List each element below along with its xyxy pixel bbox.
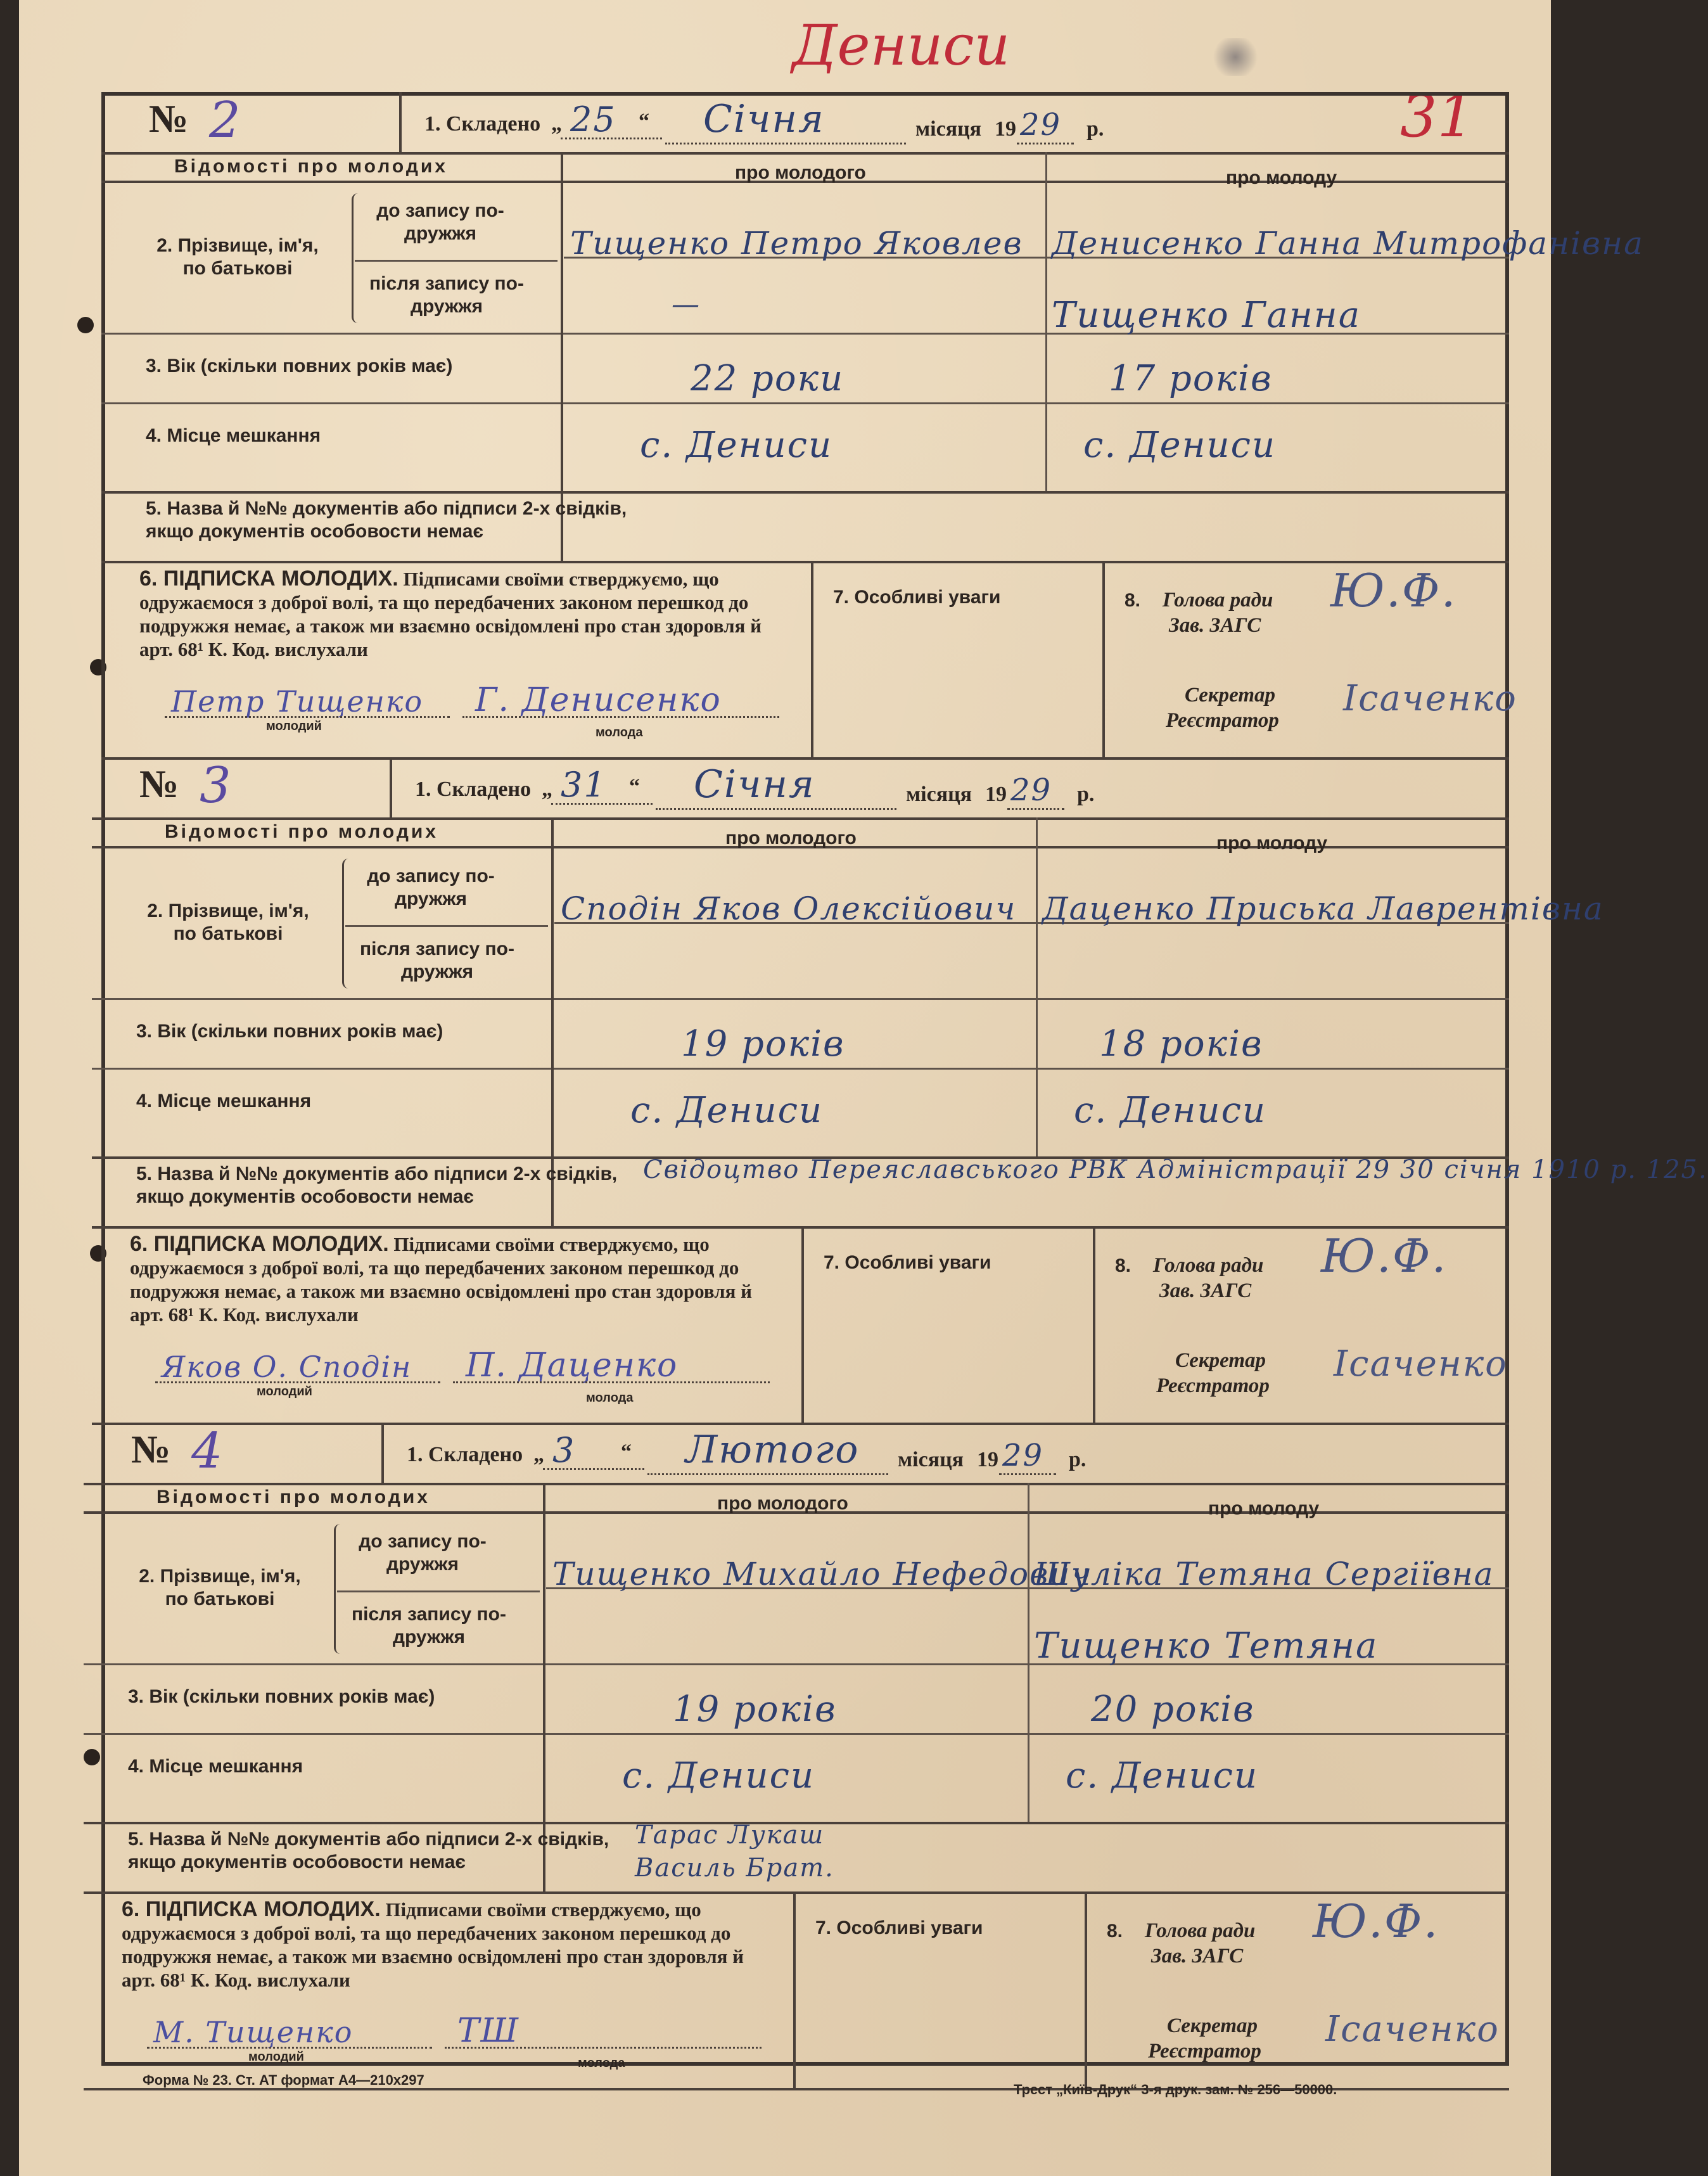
bride-sign-caption: молода <box>596 726 643 739</box>
bride-signature: Г. Денисенко <box>475 681 722 719</box>
before-marriage-label: до запису по-дружжя <box>376 200 504 244</box>
pledge-title: 6. ПІДПИСКА МОЛОДИХ. <box>122 1897 381 1921</box>
pledge-text <box>139 567 798 661</box>
compiled-day: 31 <box>561 765 607 805</box>
year-prefix: 19 <box>977 1448 998 1471</box>
head-signature: Ю.Ф. <box>1330 564 1457 617</box>
head-signature: Ю.Ф. <box>1313 1895 1439 1948</box>
pledge-body: Підписами своїми стверджуємо, що одружаємося з доброї волі, та що передбачених законом перешкод до подружжя немає, а також ми взаємно освідомлені про стан здоровля й арт. 68¹ К. Код. вислухали <box>122 1898 744 1991</box>
secretary-label: Секретар <box>1175 1349 1266 1372</box>
info-header: Відомості про молодих <box>174 156 448 177</box>
row-divider <box>345 925 548 927</box>
col-divider <box>793 1891 796 2088</box>
brace <box>334 1524 342 1654</box>
record-no-label: № <box>131 1428 171 1471</box>
after-marriage-label: після запису по-дружжя <box>352 1604 506 1648</box>
groom-sign-caption: молодий <box>266 719 322 733</box>
row-divider <box>101 402 1509 404</box>
documents-label: 5. Назва й №№ документів або підписи 2-х свідків, якщо документів особовости немає <box>128 1829 609 1872</box>
name-label: 2. Прізвище, ім'я, по батькові <box>156 235 319 279</box>
groom-signature: Петр Тищенко <box>171 684 424 719</box>
documents-label: 5. Назва й №№ документів або підписи 2-х свідків, якщо документів особовости немає <box>146 498 627 542</box>
groom-sign-line <box>147 2047 432 2049</box>
year-end: р. <box>1087 117 1104 141</box>
groom-residence: с. Дениси <box>640 425 833 466</box>
col-divider <box>1093 1226 1095 1423</box>
quote-close: “ <box>629 775 640 798</box>
row-divider <box>337 1590 540 1592</box>
col-divider <box>1102 561 1105 757</box>
info-header: Відомості про молодих <box>156 1487 430 1507</box>
quote-open: „ <box>542 778 552 801</box>
groom-header: про молодого <box>725 828 857 848</box>
compiled-label: 1. Складено <box>424 112 541 136</box>
bride-age: 17 років <box>1109 358 1273 399</box>
compiled-year: 29 <box>1020 107 1062 143</box>
bride-header: про молоду <box>1216 833 1328 854</box>
residence-label: 4. Місце мешкання <box>128 1756 303 1777</box>
documents-value: Свідоцтво Переяславського РВК Адміністрації 29 30 січня 1910 р. 125. <box>643 1155 1708 1184</box>
special-notes-label: 7. Особливі уваги <box>815 1917 983 1938</box>
quote-close: “ <box>621 1440 632 1464</box>
age-label: 3. Вік (скільки повних років має) <box>128 1686 435 1707</box>
compiled-month: Січня <box>694 762 815 807</box>
row-divider <box>355 260 558 262</box>
residence-label: 4. Місце мешкання <box>146 425 321 446</box>
year-underline <box>1007 808 1064 810</box>
secretary-label: Секретар <box>1185 684 1275 707</box>
row-divider <box>92 1068 1509 1070</box>
bride-age: 18 років <box>1099 1023 1263 1065</box>
head-number: 8. <box>1115 1255 1131 1276</box>
record-no-label: № <box>149 98 189 141</box>
col-divider <box>381 1423 384 1483</box>
record-number: 3 <box>200 757 231 814</box>
record-no-label: № <box>139 763 179 806</box>
bride-name-before: Шуліка Тетяна Сергіївна <box>1034 1556 1494 1592</box>
name-label: 2. Прізвище, ім'я, по батькові <box>139 1566 301 1610</box>
day-underline <box>543 1468 644 1470</box>
groom-sign-line <box>155 1381 440 1383</box>
pledge-body: Підписами своїми стверджуємо, що одружаємося з доброї волі, та що передбачених законом перешкод до подружжя немає, а також ми взаємно освідомлені про стан здоровля й арт. 68¹ К. Код. вислухали <box>139 568 762 660</box>
bride-signature: ТШ <box>457 2012 520 2050</box>
groom-age: 22 роки <box>691 358 844 399</box>
bride-sign-line <box>445 2047 762 2049</box>
groom-age: 19 років <box>673 1689 837 1730</box>
head-signature: Ю.Ф. <box>1321 1229 1448 1283</box>
bride-signature: П. Даценко <box>466 1347 679 1385</box>
head-label: Голова ради <box>1153 1254 1264 1277</box>
documents-label: 5. Назва й №№ документів або підписи 2-х свідків, якщо документів особовости немає <box>136 1163 618 1207</box>
row-divider <box>101 561 1509 563</box>
special-notes-label: 7. Особливі уваги <box>824 1252 991 1273</box>
record-number: 4 <box>191 1423 223 1480</box>
zags-label: Зав. ЗАГС <box>1159 1279 1252 1302</box>
bride-sign-line <box>453 1381 770 1383</box>
page-number-annotation: 31 <box>1400 82 1475 150</box>
footer-printer: Трест „Київ-Друк“ 3-я друк. зам. № 256—50000. <box>1014 2082 1337 2097</box>
bride-residence: с. Дениси <box>1083 425 1277 466</box>
punch-hole <box>84 1749 100 1765</box>
compiled-month: Лютого <box>685 1428 860 1472</box>
groom-age: 19 років <box>681 1023 845 1065</box>
year-end: р. <box>1069 1448 1087 1471</box>
secretary-label: Секретар <box>1167 2014 1258 2037</box>
after-marriage-label: після запису по-дружжя <box>360 938 514 982</box>
year-prefix: 19 <box>995 117 1016 141</box>
bride-name-after: Тищенко Тетяна <box>1034 1625 1379 1667</box>
groom-signature: Яков О. Сподін <box>162 1350 412 1384</box>
col-divider <box>811 561 813 757</box>
bride-name-before: Даценко Приська Лаврентівна <box>1042 890 1604 927</box>
row-divider <box>92 998 1509 1000</box>
row-divider <box>84 1483 1509 1485</box>
col-divider <box>399 92 402 152</box>
year-underline <box>999 1473 1056 1475</box>
row-divider <box>101 491 1509 494</box>
punch-hole <box>77 317 94 333</box>
bride-sign-line <box>462 716 779 718</box>
registrar-label: Реєстратор <box>1166 709 1279 732</box>
pledge-text <box>122 1898 781 1992</box>
zags-label: Зав. ЗАГС <box>1169 614 1261 637</box>
before-marriage-label: до запису по-дружжя <box>367 866 495 909</box>
bride-header: про молоду <box>1208 1498 1320 1519</box>
month-underline <box>647 1473 888 1475</box>
brace <box>352 193 360 323</box>
footer-form-code: Форма № 23. Ст. АТ формат А4—210x297 <box>143 2072 424 2088</box>
registrar-label: Реєстратор <box>1148 2040 1261 2063</box>
secretary-signature: Ісаченко <box>1325 2009 1500 2050</box>
groom-header: про молодого <box>717 1493 848 1514</box>
compiled-month: Січня <box>703 97 825 141</box>
documents-value: Тарас Лукаш Василь Брат. <box>635 1821 834 1883</box>
groom-residence: с. Дениси <box>630 1090 824 1131</box>
groom-name-before: Тищенко Михайло Нефедович <box>552 1556 1092 1592</box>
groom-sign-caption: молодий <box>248 2050 304 2064</box>
month-label: місяця <box>906 783 972 806</box>
bride-name-after: Тищенко Ганна <box>1052 295 1361 336</box>
groom-name-before: Сподін Яков Олексійович <box>561 890 1017 927</box>
day-underline <box>551 803 653 805</box>
compiled-day: 3 <box>552 1430 576 1470</box>
compiled-year: 29 <box>1010 772 1052 808</box>
quote-open: „ <box>551 112 562 136</box>
row-divider <box>92 1423 1509 1425</box>
pledge-title: 6. ПІДПИСКА МОЛОДИХ. <box>139 566 398 591</box>
groom-sign-caption: молодий <box>257 1385 312 1398</box>
month-label: місяця <box>898 1448 964 1471</box>
row-divider <box>92 1226 1509 1229</box>
col-divider <box>1085 1891 1087 2088</box>
head-number: 8. <box>1125 590 1141 611</box>
row-divider <box>101 757 1509 760</box>
age-label: 3. Вік (скільки повних років має) <box>136 1021 443 1042</box>
bride-name-before: Денисенко Ганна Митрофанівна <box>1052 225 1644 262</box>
year-end: р. <box>1077 783 1095 806</box>
quote-open: „ <box>533 1443 544 1466</box>
name-label: 2. Прізвище, ім'я, по батькові <box>147 900 309 944</box>
secretary-signature: Ісаченко <box>1343 678 1517 719</box>
secretary-signature: Ісаченко <box>1334 1343 1508 1385</box>
bride-residence: с. Дениси <box>1074 1090 1267 1131</box>
pledge-text <box>130 1232 789 1326</box>
bride-header: про молоду <box>1226 167 1337 188</box>
age-label: 3. Вік (скільки повних років має) <box>146 355 453 376</box>
pledge-title: 6. ПІДПИСКА МОЛОДИХ. <box>130 1232 389 1256</box>
row-divider <box>84 1733 1509 1735</box>
year-underline <box>1017 143 1074 144</box>
year-prefix: 19 <box>985 783 1007 806</box>
quote-close: “ <box>639 110 649 133</box>
bride-sign-caption: молода <box>578 2056 625 2070</box>
month-label: місяця <box>915 117 982 141</box>
groom-header: про молодого <box>735 162 866 183</box>
compiled-label: 1. Складено <box>415 778 532 801</box>
groom-sign-line <box>165 716 450 718</box>
residence-label: 4. Місце мешкання <box>136 1091 312 1111</box>
groom-residence: с. Дениси <box>622 1755 815 1796</box>
groom-name-after: — <box>672 288 701 321</box>
special-notes-label: 7. Особливі уваги <box>833 587 1001 608</box>
groom-name-before: Тищенко Петро Яковлев <box>570 225 1023 262</box>
col-divider <box>801 1226 804 1423</box>
col-divider <box>1045 152 1047 491</box>
compiled-year: 29 <box>1002 1438 1044 1473</box>
groom-signature: М. Тищенко <box>153 2015 354 2049</box>
compiled-day: 25 <box>570 99 616 139</box>
after-marriage-label: після запису по-дружжя <box>369 273 524 317</box>
day-underline <box>561 138 662 139</box>
before-marriage-label: до запису по-дружжя <box>359 1531 487 1575</box>
bride-residence: с. Дениси <box>1066 1755 1259 1796</box>
head-label: Голова ради <box>1163 589 1273 611</box>
ink-smudge <box>1210 38 1261 76</box>
bride-sign-caption: молода <box>586 1391 634 1405</box>
month-underline <box>656 808 896 810</box>
record-number: 2 <box>209 92 241 149</box>
zags-label: Зав. ЗАГС <box>1151 1945 1244 1968</box>
month-underline <box>665 143 906 144</box>
pledge-body: Підписами своїми стверджуємо, що одружаємося з доброї волі, та що передбачених законом перешкод до подружжя немає, а також ми взаємно освідомлені про стан здоровля й арт. 68¹ К. Код. вислухали <box>130 1233 752 1326</box>
registrar-label: Реєстратор <box>1156 1374 1270 1397</box>
col-divider <box>1036 817 1038 1156</box>
col-divider <box>1028 1483 1029 1822</box>
head-label: Голова ради <box>1145 1919 1256 1942</box>
document-page <box>19 0 1708 2176</box>
brace <box>342 859 350 989</box>
row-divider <box>84 1891 1509 1894</box>
head-number: 8. <box>1107 1921 1123 1942</box>
row-divider <box>92 817 1509 820</box>
row-divider <box>101 152 1509 155</box>
village-annotation: Дениси <box>792 13 1010 78</box>
col-divider <box>390 757 392 817</box>
bride-age: 20 років <box>1091 1689 1255 1730</box>
info-header: Відомості про молодих <box>165 821 438 842</box>
compiled-label: 1. Складено <box>407 1443 523 1466</box>
